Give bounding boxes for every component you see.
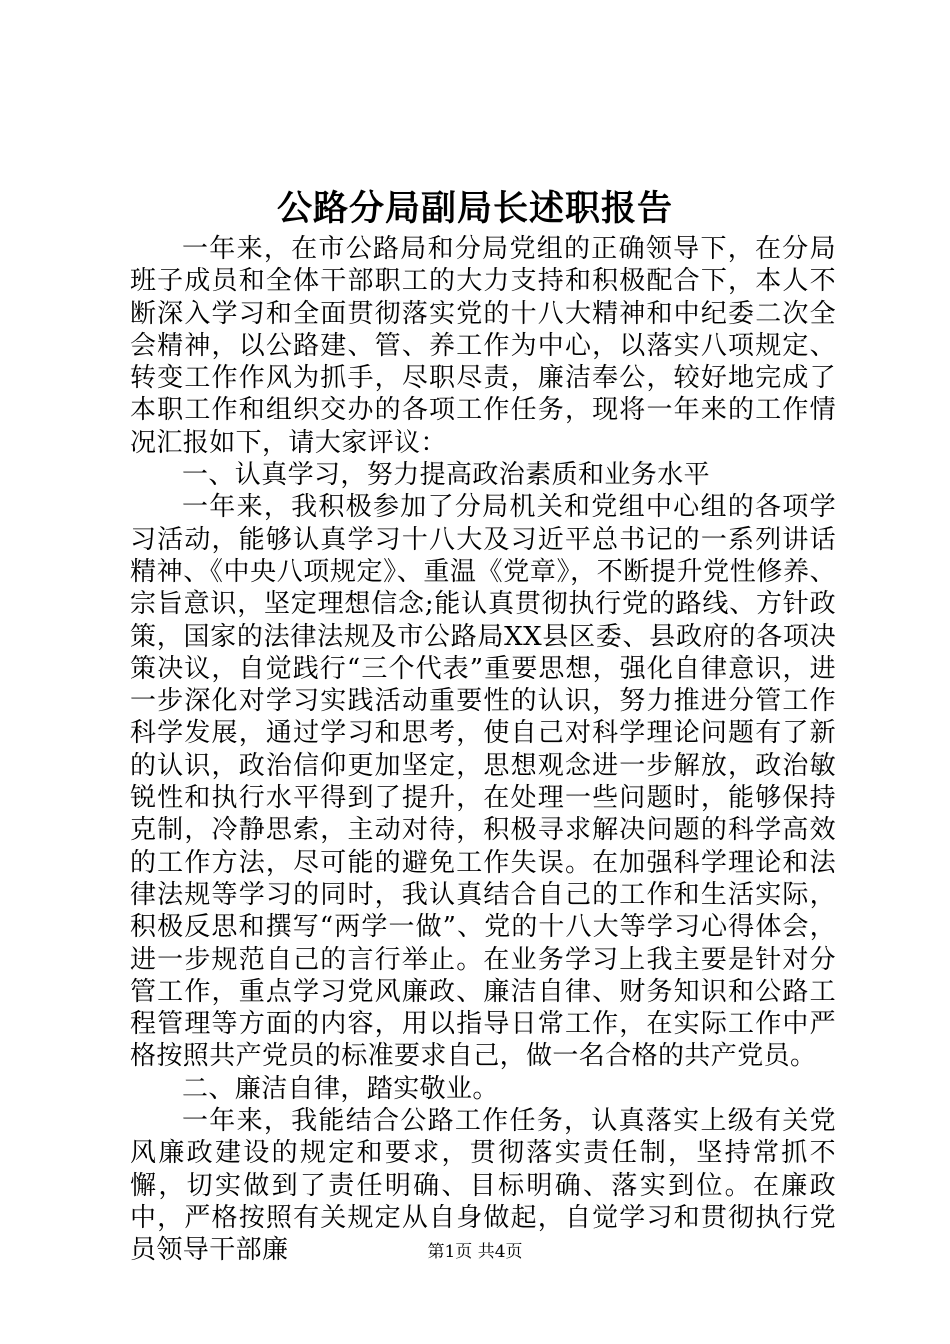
page-footer: 第1页 共4页 (427, 1242, 523, 1262)
document-title: 公路分局副局长述职报告 (276, 188, 673, 229)
section-1-paragraph: 一年来，我积极参加了分局机关和党组中心组的各项学习活动，能够认真学习十八大及习近平总书记的一系列讲话精神、《中央八项规定》、重温《党章》，不断提升党性修养、宗旨意识，坚定理想信念;能认真贯彻执行党的路线、方针政策，国家的法律法规及市公路局XX县区委、县政府的各项决策决议，自觉践行“三个代表”重要思想，强化自律意识，进一步深化对学习实践活动重要性的认识，努力推进分管工作科学发展，通过学习和思考，使自己对科学理论问题有了新的认识，政治信仰更加坚定，思想观念进一步解放，政治敏锐性和执行水平得到了提升，在处理一些问题时，能够保持克制，冷静思索，主动对待，积极寻求解决问题的科学高效的工作方法，尽可能的避免工作失误。在加强科学理论和法律法规等学习的同时，我认真结合自己的工作和生活实际，积极反思和撰写“两学一做”、党的十八大等学习心得体会，进一步规范自己的言行举止。在业务学习上我主要是针对分管工作，重点学习党风廉政、廉洁自律、财务知识和公路工程管理等方面的内容，用以指导日常工作，在实际工作中严格按照共产党员的标准要求自己，做一名合格的共产党员。 (130, 492, 836, 1072)
intro-paragraph: 一年来，在市公路局和分局党组的正确领导下，在分局班子成员和全体干部职工的大力支持和积极配合下，本人不断深入学习和全面贯彻落实党的十八大精神和中纪委二次全会精神，以公路建、管、养工作为中心，以落实八项规定、转变工作作风为抓手，尽职尽责，廉洁奉公，较好地完成了本职工作和组织交办的各项工作任务，现将一年来的工作情况汇报如下，请大家评议： (130, 234, 836, 458)
section-heading-2: 二、廉洁自律，踏实敬业。 (182, 1073, 499, 1104)
document-body (130, 233, 836, 1267)
section-heading-1: 一、认真学习，努力提高政治素质和业务水平 (182, 460, 711, 491)
section-2-paragraph: 一年来，我能结合公路工作任务，认真落实上级有关党风廉政建设的规定和要求，贯彻落实责任制，坚持常抓不懈，切实做到了责任明确、目标明确、落实到位。在廉政中，严格按照有关规定从自身做起，自觉学习和贯彻执行党员领导干部廉 (130, 1106, 836, 1266)
